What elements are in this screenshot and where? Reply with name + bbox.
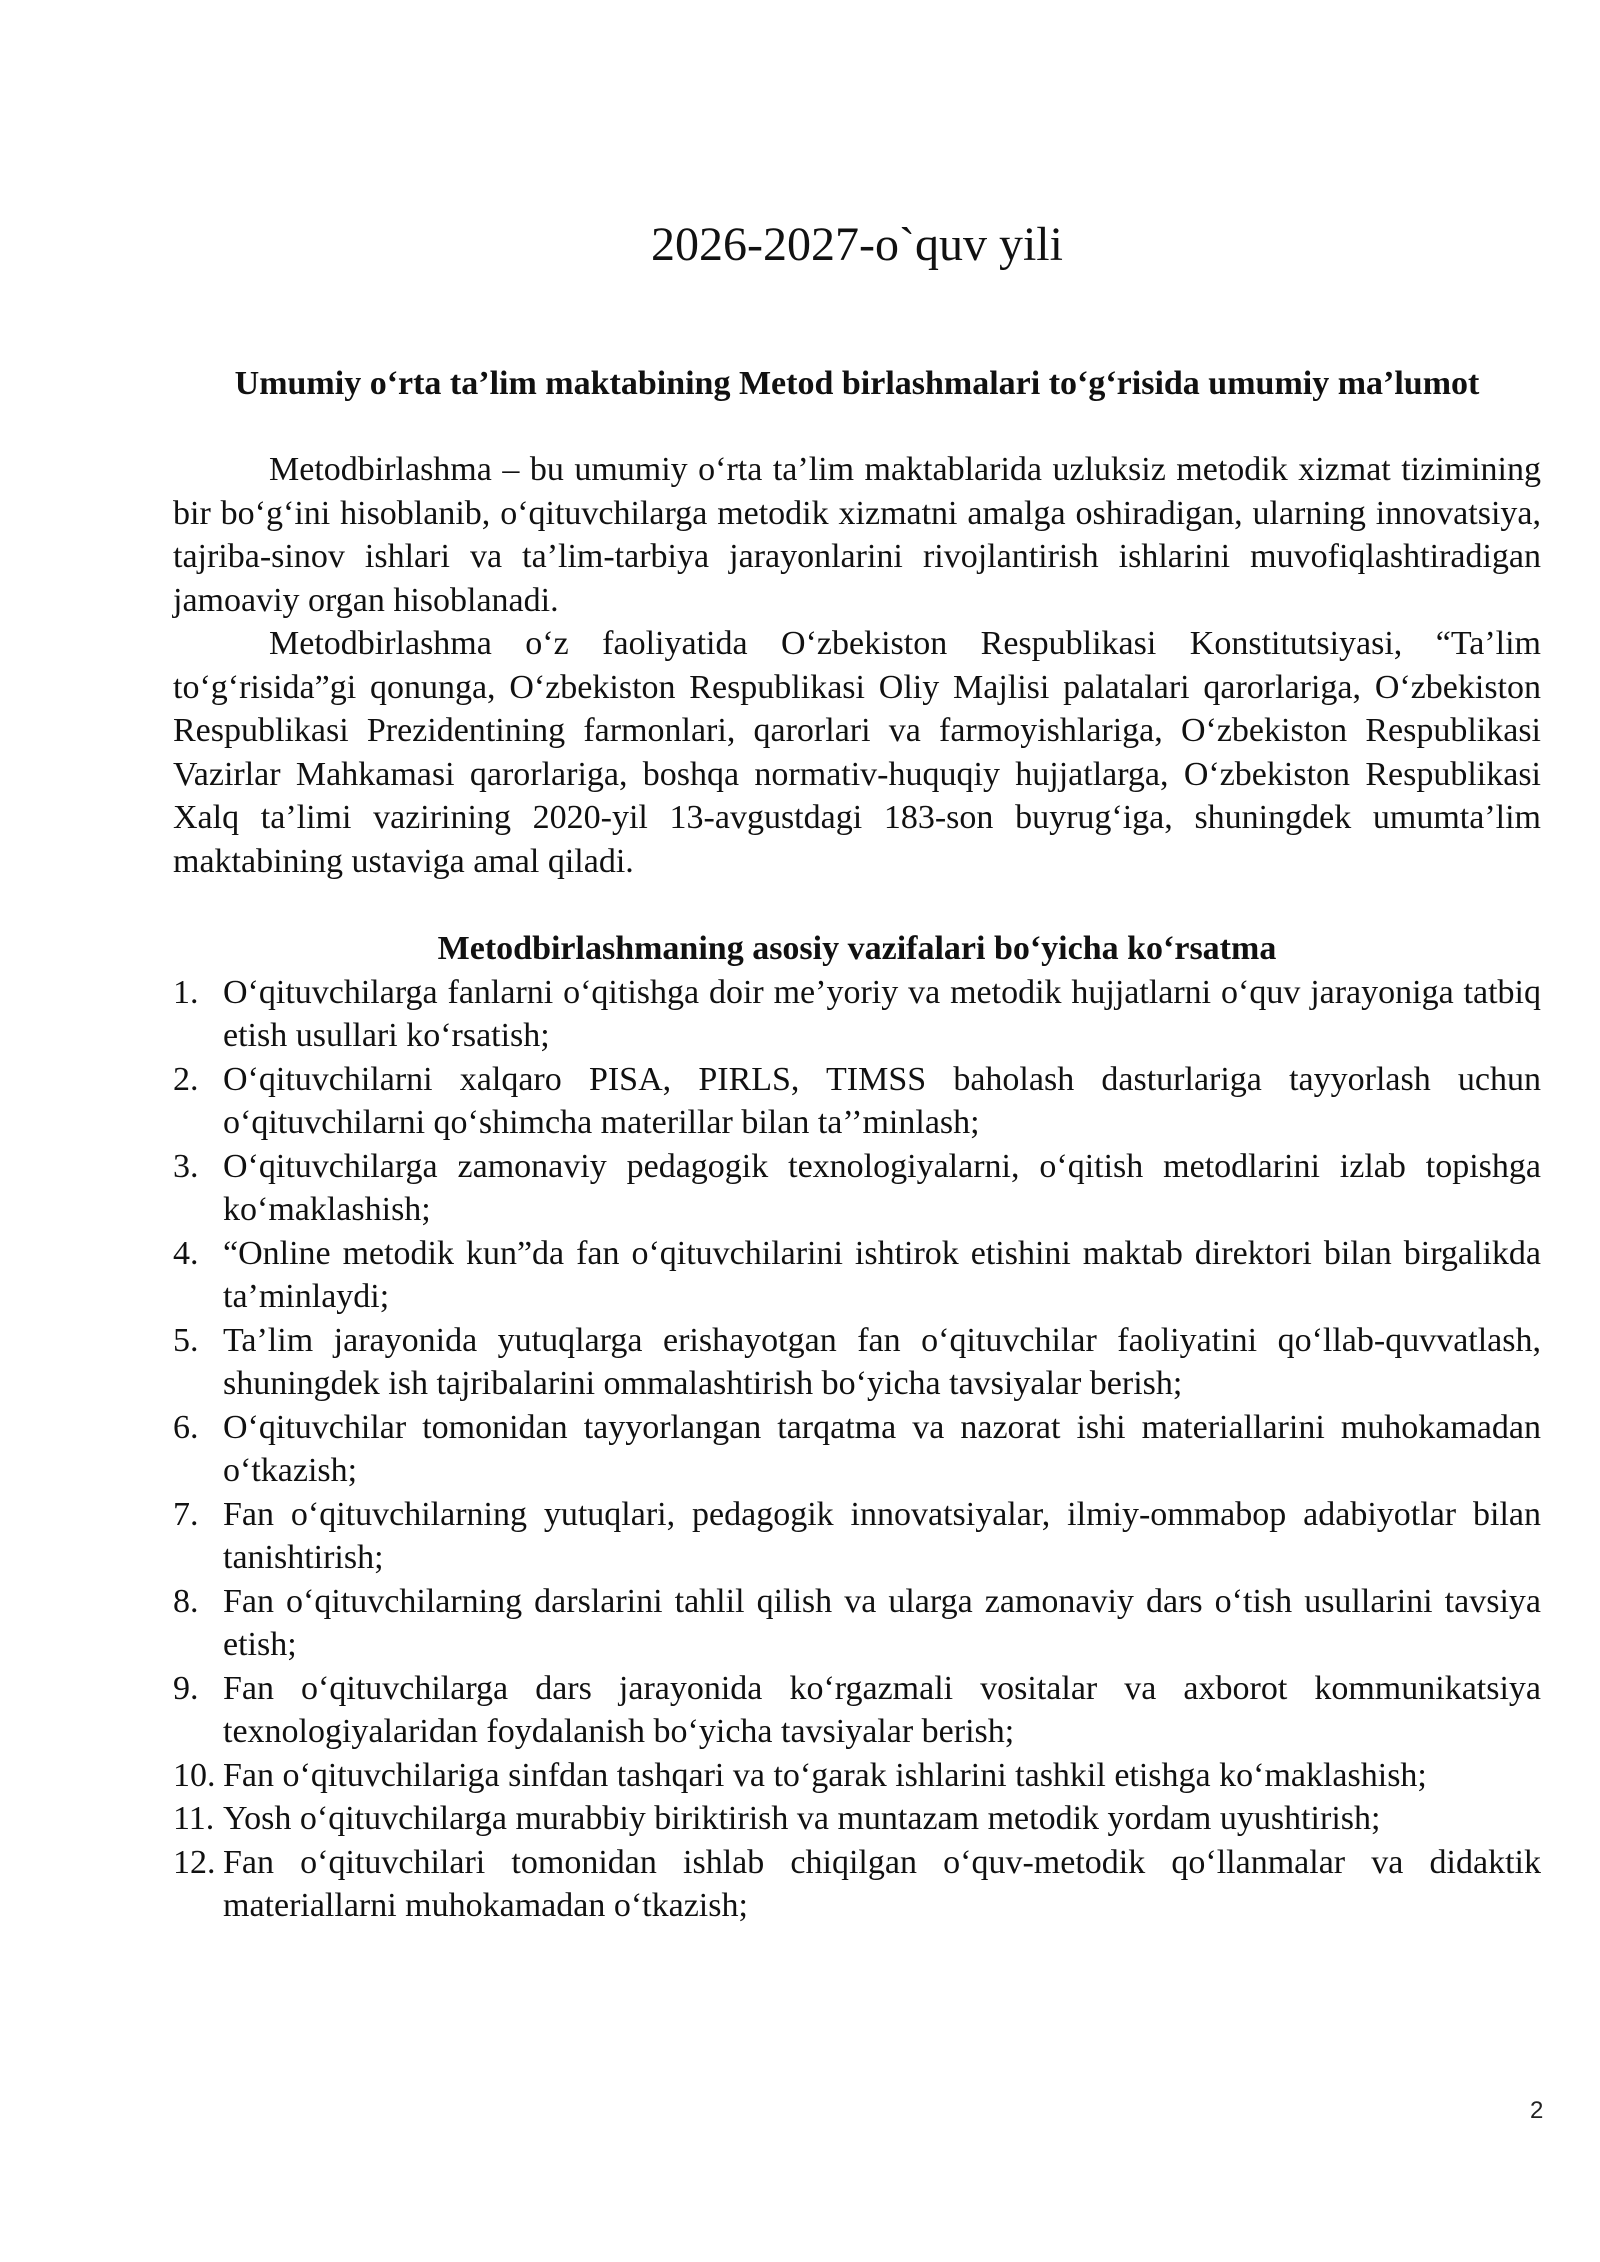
task-item bbox=[173, 1145, 1541, 1232]
task-text: Fan o‘qituvchilarning yutuqlari, pedagogik innovatsiyalar, ilmiy-ommabop adabiyotlar bilan tanishtirish; bbox=[223, 1495, 1541, 1576]
task-number: 5. bbox=[173, 1321, 199, 1359]
task-text: Fan o‘qituvchilarning darslarini tahlil qilish va ularga zamonaviy dars o‘tish usullarini tavsiya etish; bbox=[223, 1582, 1541, 1663]
tasks-title: Metodbirlashmaning asosiy vazifalari bo‘yicha ko‘rsatma bbox=[437, 930, 1277, 967]
task-text: Fan o‘qituvchilarga dars jarayonida ko‘rgazmali vositalar va axborot kommunikatsiya texnologiyalaridan foydalanish bo‘yicha tavsiyalar berish; bbox=[223, 1669, 1541, 1750]
task-number: 11. bbox=[173, 1800, 215, 1837]
task-text: Ta’lim jarayonida yutuqlarga erishayotgan fan o‘qituvchilar faoliyatini qo‘llab-quvvatlash, shuningdek ish tajribalarini ommalashtirish bo‘yicha tavsiyalar berish; bbox=[223, 1321, 1541, 1402]
task-text: O‘qituvchilarga zamonaviy pedagogik texnologiyalarni, o‘qitish metodlarini izlab topishga ko‘maklashish; bbox=[223, 1147, 1541, 1228]
task-number: 3. bbox=[173, 1147, 199, 1185]
task-item bbox=[173, 1754, 1541, 1798]
task-number: 9. bbox=[173, 1669, 199, 1707]
task-text: Yosh o‘qituvchilarga murabbiy biriktirish va muntazam metodik yordam uyushtirish; bbox=[223, 1800, 1381, 1837]
legal-basis-paragraph: Metodbirlashma o‘z faoliyatida O‘zbekiston Respublikasi Konstitutsiyasi, “Ta’lim to‘g‘risida”gi qonunga, O‘zbekiston Respublikasi Oliy Majlisi palatalari qarorlariga, O‘zbekiston Respublikasi Prezidentining farmonlari, qarorlari va farmoyishlariga, O‘zbekiston Respublikasi Vazirlar Mahkamasi qarorlariga, boshqa normativ-huquqiy hujjatlarga, O‘zbekiston Respublikasi Xalq ta’limi vazirining 2020-yil 13-avgustdagi 183-son buyrug‘iga, shuningdek umumta’lim maktabining ustaviga amal qiladi. bbox=[173, 625, 1541, 880]
task-number: 4. bbox=[173, 1234, 199, 1272]
task-item bbox=[173, 1232, 1541, 1319]
task-item bbox=[173, 1667, 1541, 1754]
task-item bbox=[173, 1319, 1541, 1406]
page-number: 2 bbox=[1530, 2097, 1544, 2124]
document-page bbox=[173, 215, 1541, 1928]
task-number: 10. bbox=[173, 1756, 216, 1794]
task-number: 8. bbox=[173, 1582, 199, 1620]
task-text: Fan o‘qituvchilari tomonidan ishlab chiqilgan o‘quv-metodik qo‘llanmalar va didaktik materiallarni muhokamadan o‘tkazish; bbox=[223, 1843, 1541, 1924]
task-number: 6. bbox=[173, 1408, 199, 1446]
intro-paragraph: Metodbirlashma – bu umumiy o‘rta ta’lim maktablarida uzluksiz metodik xizmat tizimining bir bo‘g‘ini hisoblanib, o‘qituvchilarga metodik xizmatni amalga oshiradigan, ularning innovatsiya, tajriba-sinov ishlari va ta’lim-tarbiya jarayonlarini rivojlantirish ishlarini muvofiqlashtiradigan jamoaviy organ hisoblanadi. bbox=[173, 451, 1541, 619]
task-number: 2. bbox=[173, 1060, 199, 1098]
section-title: Umumiy o‘rta ta’lim maktabining Metod birlashmalari to‘g‘risida umumiy ma’lumot bbox=[234, 365, 1480, 402]
task-item bbox=[173, 971, 1541, 1058]
task-number: 1. bbox=[173, 973, 199, 1011]
task-number: 12. bbox=[173, 1843, 216, 1881]
task-number: 7. bbox=[173, 1495, 199, 1533]
task-item bbox=[173, 1058, 1541, 1145]
task-item bbox=[173, 1580, 1541, 1667]
task-text: O‘qituvchilarni xalqaro PISA, PIRLS, TIMSS baholash dasturlariga tayyorlash uchun o‘qituvchilarni qo‘shimcha materillar bilan ta’’minlash; bbox=[223, 1060, 1541, 1141]
task-item bbox=[173, 1406, 1541, 1493]
task-item bbox=[173, 1841, 1541, 1928]
task-item bbox=[173, 1797, 1541, 1841]
tasks-list bbox=[173, 971, 1541, 1928]
task-text: O‘qituvchilar tomonidan tayyorlangan tarqatma va nazorat ishi materiallarini muhokamadan o‘tkazish; bbox=[223, 1408, 1541, 1489]
task-text: Fan o‘qituvchilariga sinfdan tashqari va to‘garak ishlarini tashkil etishga ko‘maklashish; bbox=[223, 1756, 1427, 1794]
task-item bbox=[173, 1493, 1541, 1580]
task-text: “Online metodik kun”da fan o‘qituvchilarini ishtirok etishini maktab direktori bilan birgalikda ta’minlaydi; bbox=[223, 1234, 1541, 1315]
year-heading: 2026-2027-o`quv yili bbox=[651, 218, 1063, 271]
task-text: O‘qituvchilarga fanlarni o‘qitishga doir me’yoriy va metodik hujjatlarni o‘quv jarayoniga tatbiq etish usullari ko‘rsatish; bbox=[223, 973, 1541, 1054]
